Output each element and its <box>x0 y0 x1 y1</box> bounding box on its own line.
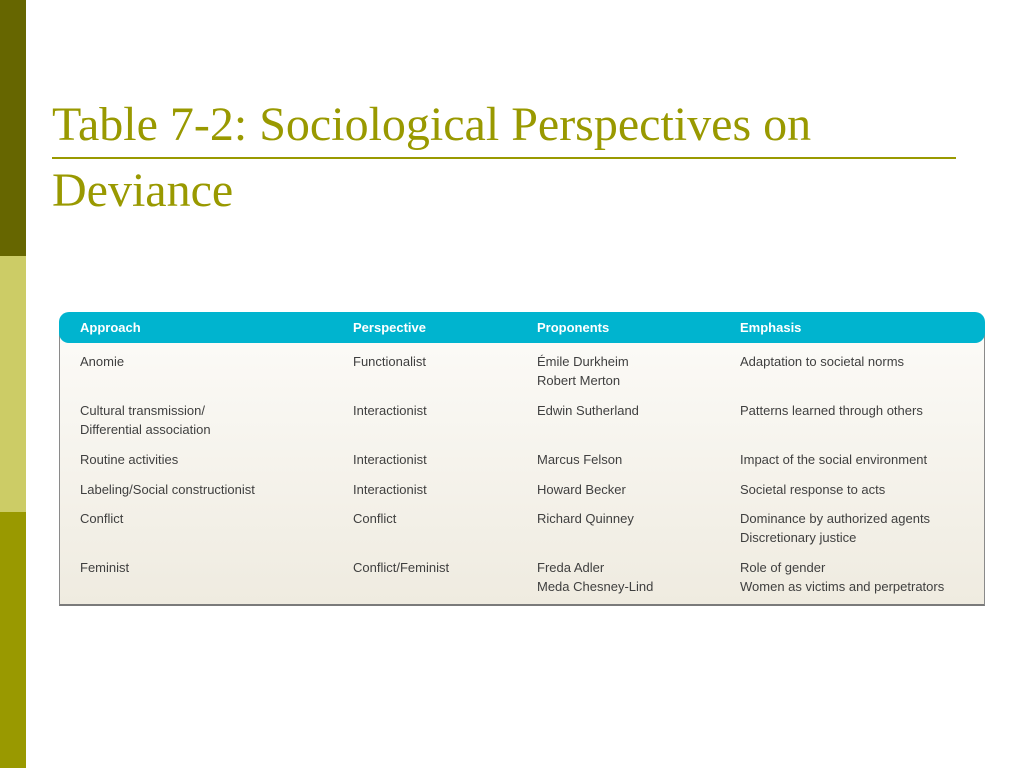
cell-emphasis <box>740 558 944 596</box>
decorative-stripe-bottom <box>0 512 26 768</box>
cell-line: Cultural transmission/ <box>80 403 205 418</box>
cell-proponents <box>537 352 629 390</box>
cell-proponents <box>537 401 639 420</box>
cell-line: Marcus Felson <box>537 452 623 467</box>
cell-perspective <box>353 480 427 499</box>
cell-line: Women as victims and perpetrators <box>740 579 945 594</box>
cell-line: Labeling/Social constructionist <box>80 482 255 497</box>
cell-approach <box>80 558 129 577</box>
cell-proponents <box>537 509 634 528</box>
cell-emphasis <box>740 509 930 547</box>
cell-line: Anomie <box>80 354 125 369</box>
cell-emphasis <box>740 480 885 499</box>
cell-line: Conflict/Feminist <box>353 560 450 575</box>
cell-approach <box>80 509 123 528</box>
cell-perspective <box>353 558 449 577</box>
cell-proponents <box>537 558 653 596</box>
cell-line: Conflict <box>80 511 124 526</box>
cell-approach <box>80 450 178 469</box>
cell-approach <box>80 352 124 371</box>
cell-proponents <box>537 450 622 469</box>
cell-emphasis <box>740 450 927 469</box>
cell-perspective <box>353 450 427 469</box>
cell-line: Richard Quinney <box>537 511 634 526</box>
cell-line: Discretionary justice <box>740 530 857 545</box>
cell-line: Differential association <box>80 422 211 437</box>
header-proponents: Proponents <box>537 320 610 335</box>
cell-emphasis <box>740 401 923 420</box>
cell-line: Interactionist <box>353 452 427 467</box>
decorative-stripe-middle <box>0 256 26 512</box>
header-approach: Approach <box>80 320 141 335</box>
title-underline <box>52 157 956 159</box>
cell-line: Routine activities <box>80 452 179 467</box>
cell-line: Adaptation to societal norms <box>740 354 905 369</box>
cell-perspective <box>353 352 426 371</box>
cell-perspective <box>353 509 396 528</box>
cell-line: Interactionist <box>353 403 427 418</box>
cell-proponents <box>537 480 626 499</box>
table-header-row <box>59 312 985 343</box>
cell-line: Patterns learned through others <box>740 403 923 418</box>
cell-line: Émile Durkheim <box>537 354 629 369</box>
header-emphasis: Emphasis <box>740 320 802 335</box>
cell-line: Impact of the social environment <box>740 452 928 467</box>
cell-line: Howard Becker <box>537 482 626 497</box>
cell-line: Conflict <box>353 511 397 526</box>
cell-line: Edwin Sutherland <box>537 403 639 418</box>
cell-line: Societal response to acts <box>740 482 886 497</box>
cell-line: Functionalist <box>353 354 426 369</box>
slide-title: Table 7-2: Sociological Perspectives on Deviance <box>52 98 812 217</box>
cell-line: Role of gender <box>740 560 826 575</box>
cell-line: Freda Adler <box>537 560 605 575</box>
cell-line: Feminist <box>80 560 130 575</box>
cell-line: Meda Chesney-Lind <box>537 579 654 594</box>
decorative-stripe-top <box>0 0 26 256</box>
cell-emphasis <box>740 352 904 371</box>
deviance-perspectives-table <box>59 312 985 606</box>
cell-perspective <box>353 401 427 420</box>
header-perspective: Perspective <box>353 320 426 335</box>
cell-approach <box>80 401 211 439</box>
cell-line: Robert Merton <box>537 373 621 388</box>
cell-line: Dominance by authorized agents <box>740 511 931 526</box>
cell-line: Interactionist <box>353 482 427 497</box>
cell-approach <box>80 480 255 499</box>
